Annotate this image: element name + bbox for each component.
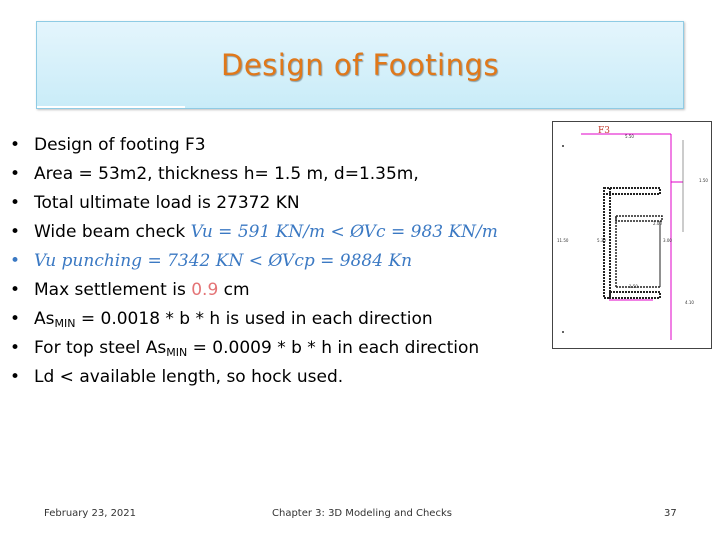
bullet-marker: • <box>10 280 21 300</box>
list-item <box>10 248 550 277</box>
list-item: • $As_{MIN} = 0.0018 * b * h$ is used in each direction <box>10 306 550 335</box>
page-number: 37 <box>664 508 677 519</box>
corner-mark <box>562 331 564 333</box>
bullet-marker: • <box>10 251 21 271</box>
dim-label: 3.00 <box>663 238 672 243</box>
dim-label: 11.50 <box>557 238 569 243</box>
bullet-marker: • <box>10 135 21 155</box>
list-item: • Design of footing F3 <box>10 132 550 161</box>
footing-left-edge <box>604 188 610 298</box>
list-item: • Wide beam check Vu = 591 KN/m < ØVc = 983 KN/m <box>10 219 550 248</box>
title-underline <box>37 106 185 108</box>
dim-label: 2.00 <box>653 221 662 226</box>
footing-drawing <box>552 121 712 349</box>
footing-top-edge <box>604 188 660 194</box>
dim-label: 5.30 <box>597 238 606 243</box>
bullet-list <box>10 132 550 393</box>
bullet-marker: • <box>10 193 21 213</box>
footer-chapter: Chapter 3: 3D Modeling and Checks <box>272 508 452 519</box>
list-item: • Area = 53m2, thickness h= 1.5 m, d=1.35m, <box>10 161 550 190</box>
list-item: • Max settlement is 0.9 cm <box>10 277 550 306</box>
dim-label: 1.50 <box>699 178 708 183</box>
list-item: • Total ultimate load is 27372 KN <box>10 190 550 219</box>
bullet-marker: • <box>10 309 21 329</box>
bullet-marker: • <box>10 367 21 387</box>
footing-bottom-edge <box>610 292 660 298</box>
bullet-marker: • <box>10 222 21 242</box>
list-item: • Ld < available length, so hock used. <box>10 364 550 393</box>
wide-beam-equation: Vu = 591 KN/m < ØVc = 983 KN/m <box>190 222 498 242</box>
dim-label: 4.10 <box>685 300 694 305</box>
footer-date: February 23, 2021 <box>44 508 137 519</box>
dim-label: 1.50 <box>629 284 638 289</box>
settlement-value: 0.9 <box>191 280 219 300</box>
list-item: • For top steel $As_{MIN} = 0.0009 * b * h$ in each direction <box>10 335 550 364</box>
punching-equation: Vu punching = 7342 KN < ØVcp = 9884 Kn <box>34 251 413 271</box>
footing-plan-svg <box>553 122 711 348</box>
footing-label: F3 <box>598 126 610 136</box>
bullet-marker: • <box>10 338 21 358</box>
bullet-marker: • <box>10 164 21 184</box>
corner-mark <box>562 145 564 147</box>
slide-title: Design of Footings <box>221 48 499 82</box>
dim-label: 5.50 <box>625 134 634 139</box>
